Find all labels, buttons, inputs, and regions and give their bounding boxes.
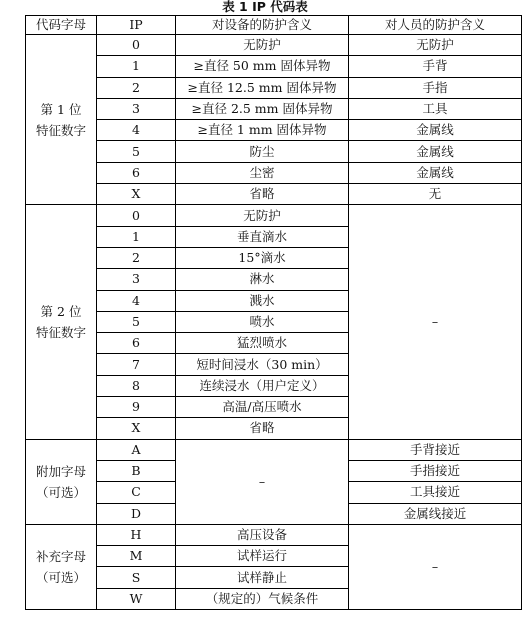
header-code-letter: 代码字母 [26, 16, 97, 35]
ip-cell: 1 [97, 56, 176, 77]
ip-cell: 3 [97, 98, 176, 119]
personnel-cell: 金属线 [349, 120, 522, 141]
group-label-first-numeral [26, 35, 97, 205]
equipment-cell: 防尘 [176, 141, 349, 162]
ip-cell: W [97, 588, 176, 609]
ip-cell: C [97, 482, 176, 503]
equipment-cell: 喷水 [176, 311, 349, 332]
ip-cell: 5 [97, 141, 176, 162]
group-label-line: （可选） [35, 569, 86, 585]
ip-cell: 3 [97, 269, 176, 290]
equipment-cell: 无防护 [176, 205, 349, 226]
equipment-cell: ≥直径 50 mm 固体异物 [176, 56, 349, 77]
equipment-merged-cell: – [176, 439, 349, 524]
table-title: 表 1 IP 代码表 [222, 0, 308, 14]
personnel-cell: 无防护 [349, 35, 522, 56]
equipment-cell: 高温/高压喷水 [176, 397, 349, 418]
equipment-cell: 猛烈喷水 [176, 333, 349, 354]
equipment-cell: 省略 [176, 418, 349, 439]
equipment-cell: 短时间浸水（30 min） [176, 354, 349, 375]
group-label-line: （可选） [35, 484, 86, 500]
personnel-cell: 金属线接近 [349, 503, 522, 524]
personnel-cell: 手指 [349, 77, 522, 98]
equipment-cell: 高压设备 [176, 524, 349, 545]
ip-cell: X [97, 418, 176, 439]
group-label-line: 特征数字 [35, 325, 86, 340]
ip-cell: 5 [97, 311, 176, 332]
equipment-cell: 尘密 [176, 162, 349, 183]
table-row [26, 120, 522, 141]
ip-cell: B [97, 460, 176, 481]
personnel-cell: 无 [349, 184, 522, 205]
personnel-cell: 金属线 [349, 141, 522, 162]
equipment-cell: 无防护 [176, 35, 349, 56]
personnel-cell: 金属线 [349, 162, 522, 183]
ip-cell: 6 [97, 333, 176, 354]
ip-cell: D [97, 503, 176, 524]
personnel-cell: 手背接近 [349, 439, 522, 460]
group-label-line: 补充字母 [35, 548, 86, 564]
equipment-cell: 试样静止 [176, 567, 349, 588]
ip-cell: 4 [97, 290, 176, 311]
ip-cell: 1 [97, 226, 176, 247]
ip-cell: 8 [97, 375, 176, 396]
equipment-cell: 试样运行 [176, 546, 349, 567]
table-row [26, 184, 522, 205]
ip-cell: 9 [97, 397, 176, 418]
header-equipment-protection: 对设备的防护含义 [176, 16, 349, 35]
personnel-cell: 手指接近 [349, 460, 522, 481]
personnel-cell: 工具接近 [349, 482, 522, 503]
ip-cell: S [97, 567, 176, 588]
group-label-line: 特征数字 [35, 122, 86, 138]
ip-cell: 0 [97, 35, 176, 56]
table-row [26, 98, 522, 119]
personnel-cell: 工具 [349, 98, 522, 119]
personnel-merged-cell: – [349, 205, 522, 439]
header-personnel-protection: 对人员的防护含义 [349, 16, 522, 35]
header-row [26, 16, 522, 35]
table-row [26, 56, 522, 77]
group-label-line: 第 2 位 [40, 304, 82, 319]
table-row [26, 439, 522, 460]
ip-cell: 2 [97, 247, 176, 268]
ip-cell: M [97, 546, 176, 567]
group-label-line: 第 1 位 [40, 101, 82, 117]
table-row [26, 205, 522, 226]
table-row [26, 77, 522, 98]
equipment-cell: （规定的）气候条件 [176, 588, 349, 609]
group-label-supplementary-letter [26, 524, 97, 609]
equipment-cell: 淋水 [176, 269, 349, 290]
table-row [26, 162, 522, 183]
equipment-cell: 连续浸水（用户定义） [176, 375, 349, 396]
group-label-line: 附加字母 [35, 463, 86, 479]
personnel-cell: 手背 [349, 56, 522, 77]
group-label-second-numeral [26, 205, 97, 439]
ip-cell: 4 [97, 120, 176, 141]
ip-cell: 0 [97, 205, 176, 226]
table-row [26, 524, 522, 545]
table-row [26, 35, 522, 56]
equipment-cell: 省略 [176, 184, 349, 205]
equipment-cell: 15°滴水 [176, 247, 349, 268]
personnel-merged-cell: – [349, 524, 522, 609]
ip-cell: A [97, 439, 176, 460]
equipment-cell: ≥直径 2.5 mm 固体异物 [176, 98, 349, 119]
table-row [26, 141, 522, 162]
ip-cell: X [97, 184, 176, 205]
ip-cell: 7 [97, 354, 176, 375]
header-ip: IP [97, 16, 176, 35]
equipment-cell: 溅水 [176, 290, 349, 311]
ip-code-table [25, 15, 522, 610]
ip-cell: 6 [97, 162, 176, 183]
ip-cell: H [97, 524, 176, 545]
group-label-additional-letter [26, 439, 97, 524]
equipment-cell: ≥直径 1 mm 固体异物 [176, 120, 349, 141]
equipment-cell: ≥直径 12.5 mm 固体异物 [176, 77, 349, 98]
ip-cell: 2 [97, 77, 176, 98]
equipment-cell: 垂直滴水 [176, 226, 349, 247]
